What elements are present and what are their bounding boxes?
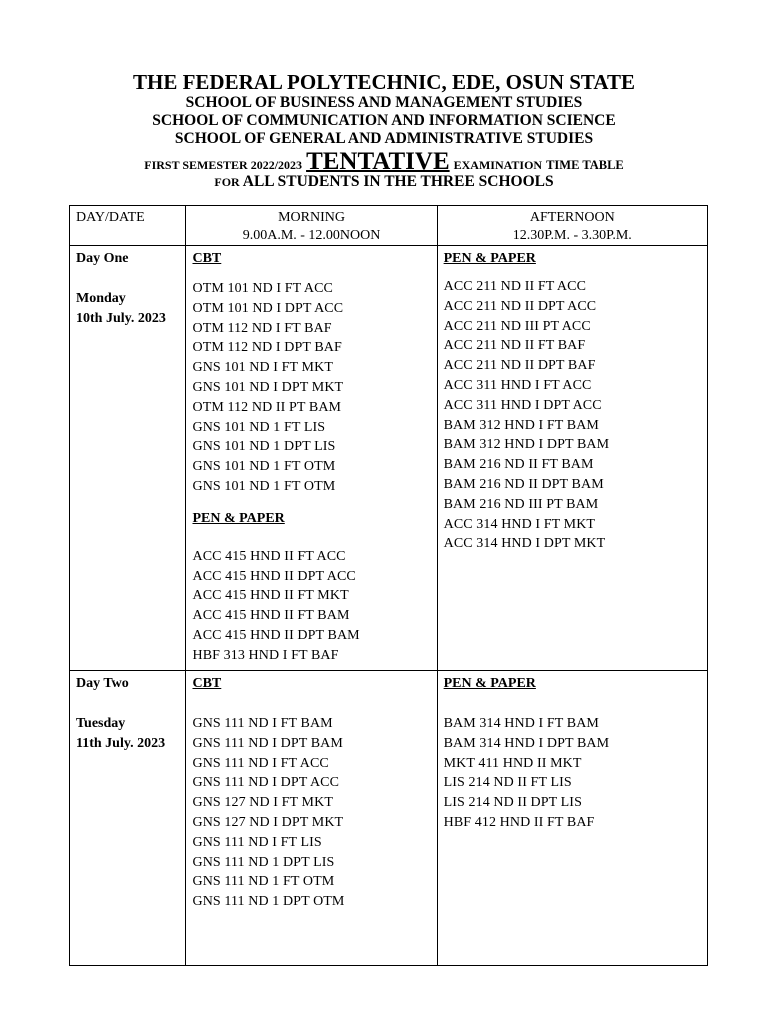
school-name: SCHOOL OF GENERAL AND ADMINISTRATIVE STUDIES (174, 130, 594, 147)
course-entry: ACC 415 HND II FT BAM (192, 608, 350, 624)
morning-cell (186, 671, 437, 966)
course-entry: OTM 101 ND I FT ACC (192, 281, 333, 296)
audience-label: ALL STUDENTS IN THE THREE SCHOOLS (242, 173, 554, 190)
course-list (192, 547, 430, 666)
table-row (70, 246, 708, 671)
course-entry: GNS 111 ND I FT LIS (192, 834, 322, 850)
course-entry: HBF 412 HND II FT BAF (443, 814, 595, 830)
course-entry: BAM 216 ND III PT BAM (443, 496, 599, 512)
course-entry: ACC 415 HND II FT ACC (192, 548, 346, 564)
course-entry: GNS 111 ND I FT ACC (192, 755, 329, 771)
course-entry: OTM 101 ND I DPT ACC (192, 300, 344, 316)
course-entry: ACC 211 ND II DPT ACC (443, 298, 597, 314)
header-morning (186, 206, 437, 246)
morning-label: MORNING (278, 210, 345, 225)
afternoon-time: 12.30P.M. - 3.30P.M. (512, 228, 632, 243)
course-entry: GNS 111 ND 1 DPT LIS (192, 854, 335, 870)
day-label: Day One (76, 251, 129, 266)
for-label: FOR (214, 175, 240, 189)
weekday-label: Monday (76, 291, 126, 306)
date-label: 10th July. 2023 (76, 311, 166, 326)
course-entry: GNS 127 ND I DPT MKT (192, 814, 344, 830)
course-entry: ACC 415 HND II DPT ACC (192, 568, 356, 584)
section-label: PEN & PAPER (443, 676, 536, 691)
date-label: 11th July. 2023 (76, 736, 166, 751)
course-entry: GNS 111 ND I DPT ACC (192, 775, 340, 791)
course-entry: GNS 101 ND 1 FT OTM (192, 478, 336, 494)
course-entry: GNS 111 ND 1 FT OTM (192, 874, 335, 890)
section-label: PEN & PAPER (192, 510, 285, 526)
afternoon-cell (437, 671, 707, 966)
course-entry: LIS 214 ND II DPT LIS (443, 795, 582, 811)
course-entry: ACC 314 HND I FT MKT (443, 516, 596, 532)
course-list (192, 279, 430, 497)
course-entry: GNS 111 ND I FT BAM (192, 716, 333, 731)
course-entry: GNS 111 ND 1 DPT OTM (192, 894, 345, 910)
institution-title: THE FEDERAL POLYTECHNIC, EDE, OSUN STATE (133, 70, 635, 94)
course-entry: ACC 211 ND II FT ACC (443, 279, 587, 294)
tentative-label: TENTATIVE (306, 148, 450, 175)
day-label: Day Two (76, 676, 129, 691)
table-row (70, 671, 708, 966)
course-entry: ACC 311 HND I DPT ACC (443, 397, 602, 413)
school-name: SCHOOL OF COMMUNICATION AND INFORMATION SCIENCE (152, 112, 616, 129)
section-label: PEN & PAPER (443, 251, 536, 266)
course-entry: BAM 216 ND II FT BAM (443, 457, 594, 473)
course-entry: LIS 214 ND II FT LIS (443, 775, 572, 791)
course-entry: GNS 101 ND 1 FT LIS (192, 419, 326, 435)
morning-time: 9.00A.M. - 12.00NOON (242, 228, 381, 243)
course-entry: BAM 314 HND I FT BAM (443, 716, 599, 731)
section-label: CBT (192, 676, 222, 691)
morning-cell (186, 246, 437, 671)
section-label: CBT (192, 251, 222, 266)
audience-line (0, 173, 768, 191)
exam-timetable (69, 205, 708, 966)
school-name: SCHOOL OF BUSINESS AND MANAGEMENT STUDIES (185, 94, 583, 111)
document-header (0, 70, 768, 191)
course-entry: HBF 313 HND I FT BAF (192, 647, 339, 663)
course-list (192, 714, 430, 912)
course-entry: BAM 312 HND I DPT BAM (443, 437, 610, 453)
course-entry: GNS 101 ND 1 FT OTM (192, 459, 336, 475)
course-entry: OTM 112 ND I DPT BAF (192, 340, 342, 356)
day-cell (70, 246, 186, 671)
course-entry: BAM 314 HND I DPT BAM (443, 735, 610, 751)
course-list (444, 277, 701, 554)
course-entry: ACC 415 HND II FT MKT (192, 588, 349, 604)
course-entry: GNS 101 ND I DPT MKT (192, 379, 344, 395)
afternoon-label: AFTERNOON (529, 210, 615, 225)
day-cell (70, 671, 186, 966)
table-header-row (70, 206, 708, 246)
course-entry: ACC 211 ND II FT BAF (443, 338, 586, 354)
course-entry: MKT 411 HND II MKT (443, 755, 582, 771)
semester-label: FIRST SEMESTER 2022/2023 (144, 158, 303, 172)
course-entry: ACC 211 ND III PT ACC (443, 318, 591, 334)
course-entry: OTM 112 ND I FT BAF (192, 320, 332, 336)
course-entry: BAM 216 ND II DPT BAM (443, 476, 604, 492)
course-entry: GNS 101 ND I FT MKT (192, 360, 333, 376)
header-afternoon (437, 206, 707, 246)
course-entry: ACC 314 HND I DPT MKT (443, 536, 606, 552)
course-list (444, 714, 701, 833)
weekday-label: Tuesday (76, 716, 126, 731)
course-entry: BAM 312 HND I FT BAM (443, 417, 599, 433)
course-entry: ACC 415 HND II DPT BAM (192, 627, 360, 643)
time-table-label: TIME TABLE (546, 158, 624, 172)
course-entry: OTM 112 ND II PT BAM (192, 399, 342, 415)
course-entry: GNS 111 ND I DPT BAM (192, 735, 343, 751)
course-entry: ACC 211 ND II DPT BAF (443, 358, 596, 374)
header-daydate: DAY/DATE (70, 206, 186, 246)
examination-label: EXAMINATION (453, 158, 543, 172)
course-entry: GNS 127 ND I FT MKT (192, 795, 333, 811)
course-entry: ACC 311 HND I FT ACC (443, 377, 592, 393)
course-entry: GNS 101 ND 1 DPT LIS (192, 439, 336, 455)
afternoon-cell (437, 246, 707, 671)
semester-line (0, 148, 768, 175)
